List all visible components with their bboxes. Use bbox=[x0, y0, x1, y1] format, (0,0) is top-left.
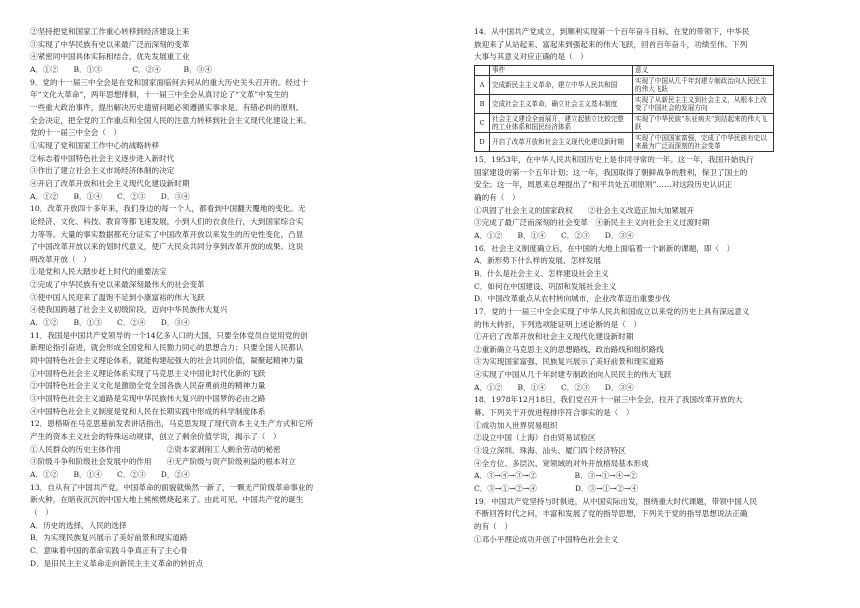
statement: ①开启了改革开放和社会主义现代化建设新时期 bbox=[474, 332, 634, 342]
text-line: 安全；这一年，周恩来总理提出了“和平共处五项原则”……对这段历史认识正 bbox=[474, 180, 733, 190]
right-column bbox=[474, 26, 812, 546]
text-line: 全会决定，把全党的工作重点和全国人民的注意力转移到社会主义现代化建设上来。 bbox=[30, 115, 311, 125]
question-19: 19．中国共产党坚持与时俱进，从中国实际出发，围绕重大时代课题，带领中国人民 bbox=[474, 496, 758, 506]
table-cell: 完成新民主主义革命，建立中华人民共和国 bbox=[490, 75, 633, 94]
text-line: 论经济、文化、科技、教育等都飞速发展，小到人们的衣食住行，大到国家综合实 bbox=[30, 216, 304, 226]
answer-options: A．①② B．①④ C．②③ D．③④ bbox=[474, 230, 634, 240]
answer-option: B．什么是社会主义、怎样建设社会主义 bbox=[474, 268, 609, 278]
question-9: 9．党的十一届三中全会是在党和国家面临何去何从的重大历史关头召开的。经过十 bbox=[30, 77, 309, 87]
statement: ②重新确立马克思主义的思想路线、政治路线和组织路线 bbox=[474, 344, 664, 354]
statement: ①邓小平理论成功开创了中国特色社会主义 bbox=[474, 534, 619, 544]
text-line: 新理论指引奋进，就会形成全国党和人民勠力同心的思想合力；只要全国人民都认 bbox=[30, 343, 304, 353]
question-15: 15．1953年，在中华人民共和国历史上是非同寻常的一年。这一年，我国开始执行 bbox=[474, 154, 754, 164]
table-header-cell bbox=[475, 65, 490, 75]
text-line: 的有（ ） bbox=[474, 522, 512, 531]
question-10: 10．改革开放四十多年来，我们身边的每一个人，都看到中国翻天覆地的变化。无 bbox=[30, 204, 306, 214]
table-cell: 社会主义建设全面展开，建立起独立比较完整的工业体系和国民经济体系 bbox=[490, 113, 633, 132]
statement: ③阶级斗争和阶级社会发展中的作用 ④无产阶级与资产阶级利益的根本对立 bbox=[30, 457, 296, 467]
table-row bbox=[475, 75, 774, 94]
question-16: 16．社会主义制度确立后，在中国的大地上面临着一个崭新的课题，即（ ） bbox=[474, 243, 735, 253]
table-header-cell: 意义 bbox=[633, 65, 774, 75]
text-line: 同中国特色社会主义理论体系，就能构建起强大的社会共同价值，凝聚起精神力量 bbox=[30, 356, 304, 366]
table-cell: 实现了中华民族“东亚病夫”到站起来的伟大飞跃 bbox=[633, 113, 774, 132]
question-14: 14．从中国共产党成立，到顺利实现第一个百年奋斗目标，在党的带领下，中华民 bbox=[474, 27, 750, 36]
answer-option: A．新形势下什么样的发展、怎样发展 bbox=[474, 256, 601, 266]
text-line: 力等等。大量的事实数据都充分证实了中国改革开放以来发生的历史性变化，凸显 bbox=[30, 229, 304, 239]
answer-options: A．①② B．①③ C．②④ D．③④ bbox=[30, 318, 190, 328]
statement: ①中国特色社会主义理论体系实现了马克思主义中国化时代化新的飞跃 bbox=[30, 368, 266, 378]
table-cell: D bbox=[475, 132, 490, 151]
answer-option: C．如何在中国建设、巩固和发展社会主义 bbox=[474, 281, 617, 291]
table-cell: A bbox=[475, 75, 490, 94]
statement: ②完成了中华民族有史以来最深刻最伟大的社会变革 bbox=[30, 280, 205, 290]
text-line: ③实现了中华民族有史以来最广泛而深刻的变革 bbox=[30, 39, 190, 49]
question-12: 12．恩格斯在马克思墓前发表讲话指出，马克思发现了现代资本主义生产方式和它所 bbox=[30, 419, 314, 429]
statement: ③作出了建立社会主义市场经济体制的决定 bbox=[30, 166, 175, 176]
statement: ④中国特色社会主义制度是党和人民在长期实践中形成的科学制度体系 bbox=[30, 406, 266, 416]
table-header-row bbox=[475, 65, 774, 75]
statement: ①成功加入世界贸易组织 bbox=[474, 420, 558, 430]
question-17: 17．党的十一届三中全会实现了中华人民共和国成立以来党的历史上具有深远意义 bbox=[474, 306, 750, 316]
table-cell: 开启了改革开放和社会主义现代化建设新时期 bbox=[490, 132, 633, 151]
text-line: 一些重大政治事件，提出解决历史遗留问题必须遵循实事求是、有错必纠的原则。 bbox=[30, 102, 304, 112]
text-line: 产生的资本主义社会的特殊运动规律，创立了剩余价值学说，揭示了（ ） bbox=[30, 432, 281, 441]
answer-options: A．①② B．①④ C．②③ D．②④ bbox=[30, 469, 190, 479]
question-11: 11．我国是中国共产党领导的一个14亿多人口的大国，只要全体党员自觉用党的创 bbox=[30, 330, 308, 340]
table-row bbox=[475, 132, 774, 151]
answer-option: D．是旧民主主义革命走向新民主主义革命的转折点 bbox=[30, 558, 204, 568]
statement: ①是党和人民大踏步赶上时代的重要法宝 bbox=[30, 267, 167, 277]
answer-options: A．①② B．①③ C．②④ B．③④ bbox=[30, 64, 212, 74]
statement: ③中国特色社会主义道路是实现中华民族伟大复兴的中国梦的必由之路 bbox=[30, 394, 266, 404]
answer-options: A．③→④→③→② B．③→①→④→② bbox=[474, 471, 638, 481]
answer-option: D．中国改革重点从农村转向城市，企业改革迈出重要步伐 bbox=[474, 294, 670, 304]
statement: ④开启了改革开放和社会主义现代化建设新时期 bbox=[30, 178, 190, 188]
statement: ④实现了中国从几千年封建专制政治向人民民主的伟大飞跃 bbox=[474, 370, 672, 380]
answer-options: C．③→①→②→④ D．③→①→②→④ bbox=[474, 484, 638, 494]
answer-option: C．意味着中国的革命实践斗争真正有了主心骨 bbox=[30, 545, 188, 555]
answer-option: B．为实现民族复兴展示了美好前景和现实道路 bbox=[30, 533, 188, 543]
statement: ④全方位、多层次、宽领域的对外开放格局基本形成 bbox=[474, 458, 649, 468]
table-row bbox=[475, 94, 774, 113]
statement: ③为实现国家富强、民族复兴展示了美好前景和现实道路 bbox=[474, 357, 664, 367]
table-cell: 实现了中国从几千年封建专制政治向人民民主的伟大飞跃 bbox=[633, 75, 774, 94]
question-13: 13．自从有了中国共产党，中国革命的面貌就焕然一新了，一颗无产阶级革命事业的 bbox=[30, 482, 314, 492]
answer-options: A．①② B．①④ C．②③ D．③④ bbox=[30, 191, 190, 201]
text-line: 族迎来了从站起来、富起来到强起来的伟大飞跃，回首百年奋斗，功绩至伟。下列 bbox=[474, 39, 748, 49]
text-line: 国家建设的第一个五年计划；这一年，我国取得了朝鲜战争的胜利，保卫了国土的 bbox=[474, 167, 748, 177]
text-line: 明改革开放（ ） bbox=[30, 254, 91, 264]
question-18: 18．1978年12月18日，我们党召开十一届三中全会，拉开了我国改革开放的大 bbox=[474, 395, 743, 405]
table-cell: 实现了从新民主主义到社会主义，从根本上改变了中国社会的发展方向 bbox=[633, 94, 774, 113]
text-line: 年“文化大革命”，两年思想徘徊，十一届三中全会从真讨论了“文革”中发生的 bbox=[30, 90, 289, 100]
table-header-cell: 事件 bbox=[490, 65, 633, 75]
statement: ②标志着中国特色社会主义逐步进入新时代 bbox=[30, 153, 175, 163]
text-line: （ ） bbox=[30, 507, 53, 517]
table-cell: 完成社会主义革命，确立社会主义基本制度 bbox=[490, 94, 633, 113]
text-line: 党的十一届三中全会（ ） bbox=[30, 128, 122, 138]
table-cell: C bbox=[475, 113, 490, 132]
statement: ③设立深圳、珠海、汕头、厦门四个经济特区 bbox=[474, 446, 626, 456]
statement: ②中国特色社会主义文化是激励全党全国各族人民奋勇前进的精神力量 bbox=[30, 381, 266, 391]
text-line: ②坚持把党和国家工作重心转移到经济建设上来 bbox=[30, 27, 190, 36]
table-row bbox=[475, 113, 774, 132]
text-line: 幕。下列关于开放进程排序符合事实的是（ ） bbox=[474, 408, 634, 418]
statement: ①实现了党和国家工作中心的战略转移 bbox=[30, 140, 160, 150]
answer-option: A．历史的选择，人民的选择 bbox=[30, 520, 127, 530]
statement: ②设立中国（上海）自由贸易试验区 bbox=[474, 433, 596, 443]
text-line: ④紧密同中国具体实际相结合，优先发展重工业 bbox=[30, 52, 190, 62]
left-column bbox=[30, 26, 425, 570]
statement: ④使我国跨越了社会主义初级阶段，迈向中华民族伟大复兴 bbox=[30, 305, 228, 315]
statement: ③完成了最广泛而深刻的社会变革 ④新民主主义向社会主义过渡时期 bbox=[474, 218, 710, 228]
text-line: 了中国改革开放以来的划时代意义，使广大民众共同分享到改革开放的成果。这说 bbox=[30, 242, 304, 252]
events-table bbox=[474, 65, 774, 152]
answer-options: A．①② B．①④ C．②③ D．③④ bbox=[474, 382, 634, 392]
statement: ①人民群众的历史主体作用 ②资本家剥削工人剩余劳动的秘密 bbox=[30, 444, 281, 454]
table-cell: 实现了中国国家富强，完成了中华民族有史以来最为广泛而深刻的社会变革 bbox=[633, 132, 774, 151]
statement: ③使中国人民迎来了温饱不足到小康富裕的伟大飞跃 bbox=[30, 292, 205, 302]
text-line: 大事与其意义对应正确的是（ ） bbox=[474, 52, 588, 62]
text-line: 不断回答时代之问，丰富和发展了党的指导思想，下列关于党的指导思想说法正确 bbox=[474, 509, 748, 519]
statement: ①巩固了社会主义的国家政权 ②社会主义改造正加大加紧展开 bbox=[474, 205, 695, 215]
text-line: 的伟大转折，下列选项能证明上述论断的是（ ） bbox=[474, 319, 642, 329]
text-line: 确的有（ ） bbox=[474, 192, 520, 202]
text-line: 新火种，在暗夜沉沉的中国大地上熊熊燃烧起来了。由此可见，中国共产党的诞生 bbox=[30, 495, 304, 505]
table-cell: B bbox=[475, 94, 490, 113]
